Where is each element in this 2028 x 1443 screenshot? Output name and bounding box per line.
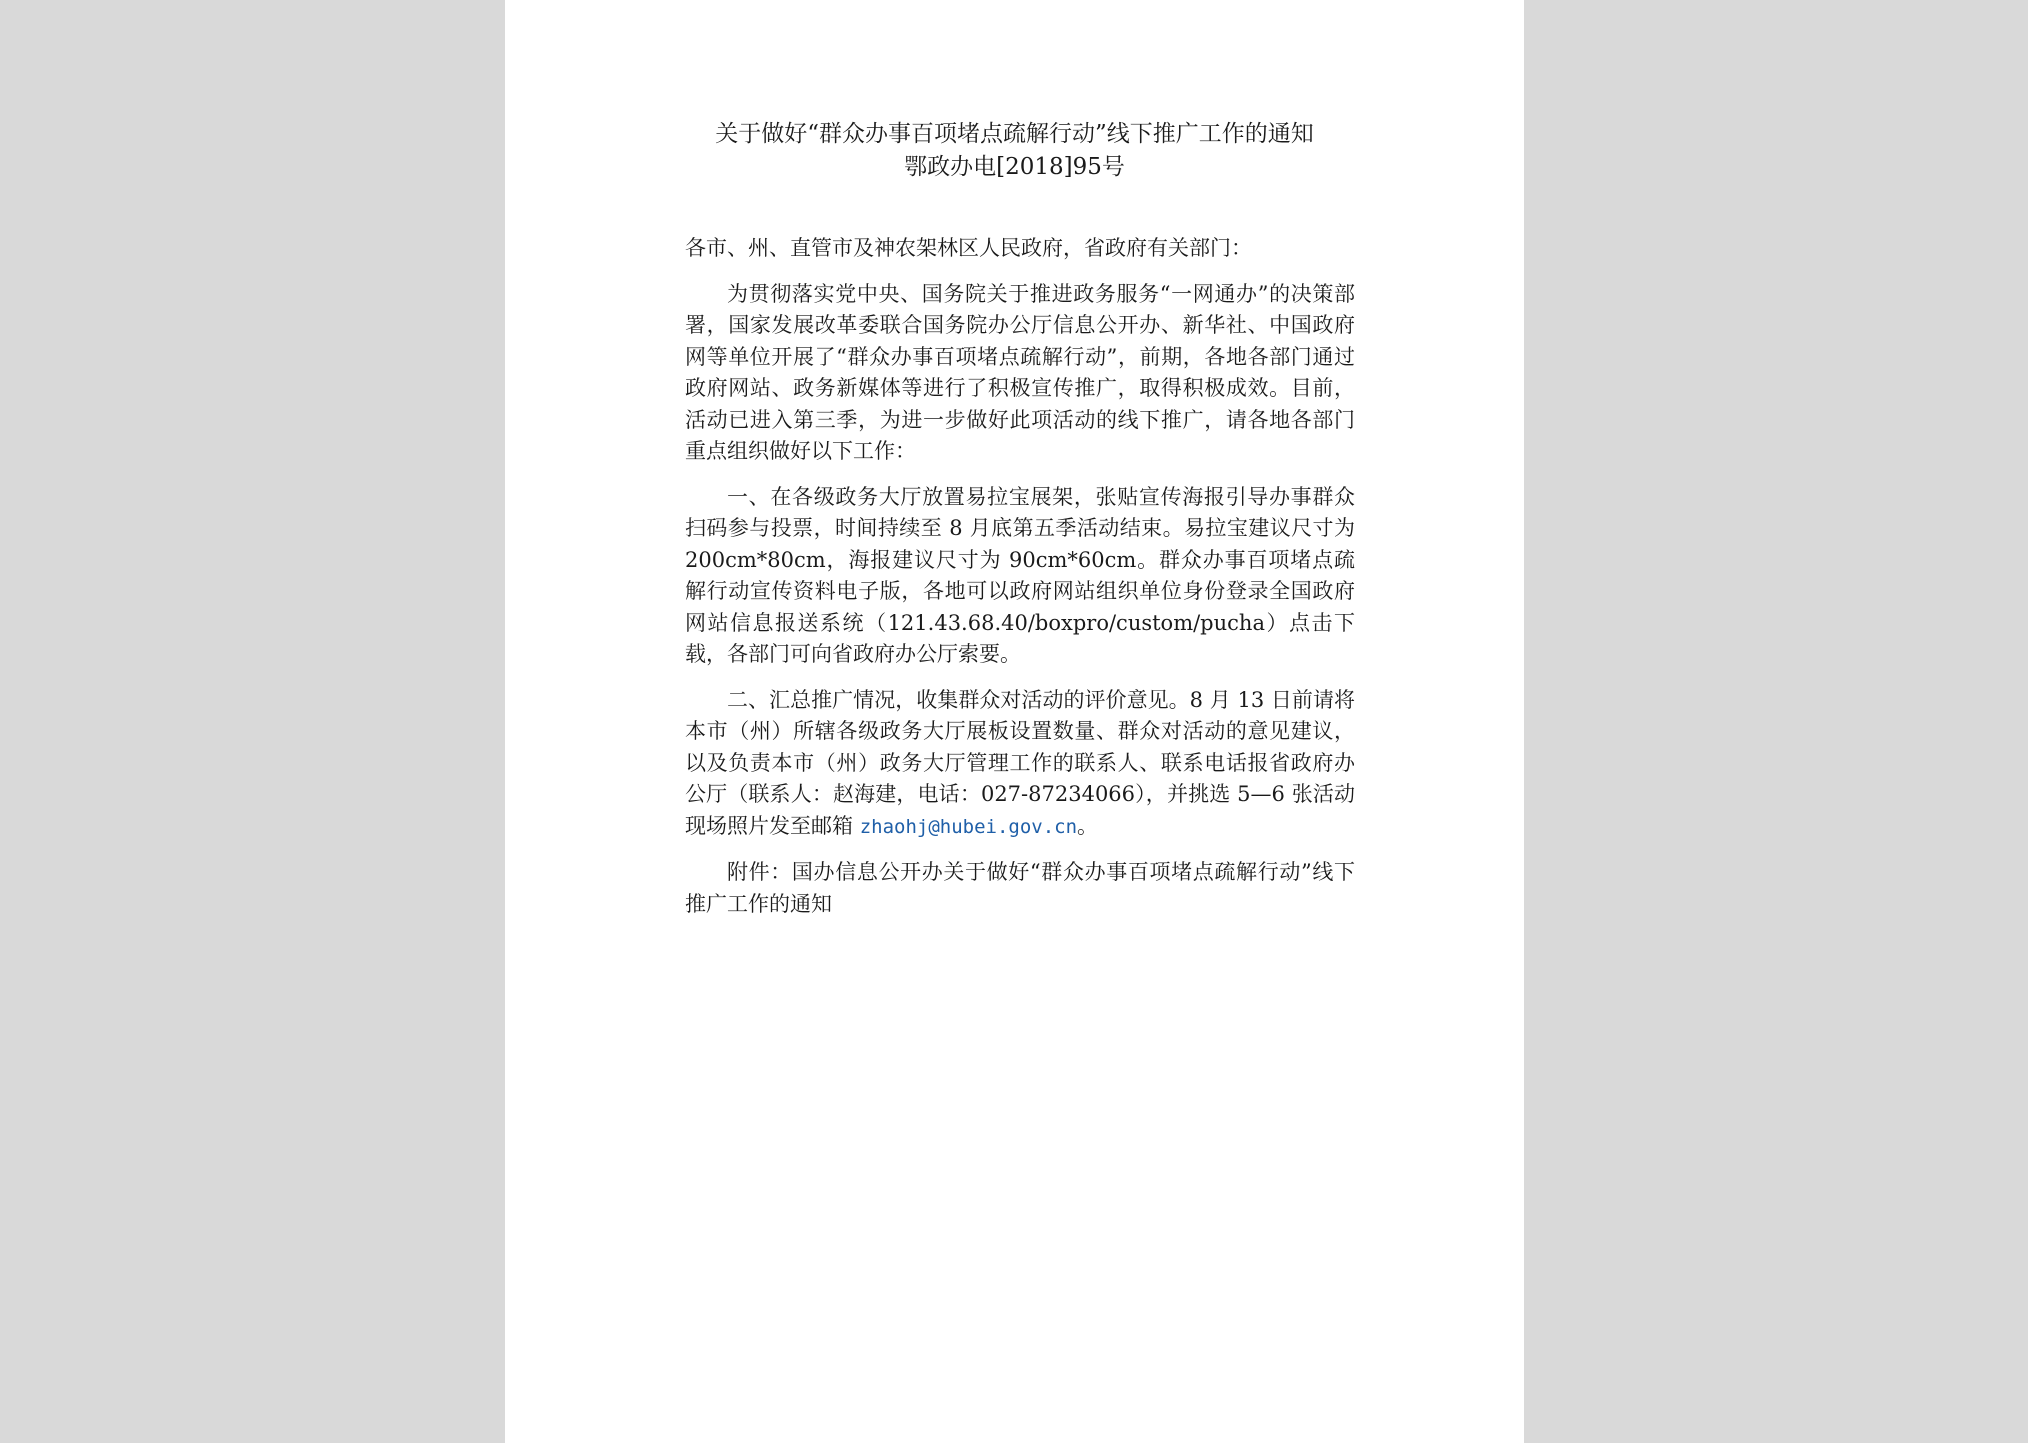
paragraph-item-2-text: 二、汇总推广情况，收集群众对活动的评价意见。8 月 13 日前请将本市（州）所辖各级政务大厅展板设置数量、群众对活动的意见建议，以及负责本市（州）政务大厅管理工作的联系人、联系电话报省政府办公厅（联系人：赵海建，电话：027-87234066），并挑选 5—6 张活动现场照片发至邮箱 [685, 687, 1355, 838]
paragraph-item-2 [685, 685, 1355, 844]
paragraph-item-1: 一、在各级政务大厅放置易拉宝展架，张贴宣传海报引导办事群众扫码参与投票，时间持续至 8 月底第五季活动结束。易拉宝建议尺寸为 200cm*80cm，海报建议尺寸为 90cm*60cm。群众办事百项堵点疏解行动宣传资料电子版，各地可以政府网站组织单位身份登录全国政府网站信息报送系统（121.43.68.40/boxpro/custom/pucha）点击下载，各部门可向省政府办公厅索要。 [685, 484, 1355, 666]
paragraph-item-2-end: 。 [1077, 813, 1099, 838]
document-page [505, 0, 1524, 1443]
paragraph-intro: 为贯彻落实党中央、国务院关于推进政务服务“一网通办”的决策部署，国家发展改革委联合国务院办公厅信息公开办、新华社、中国政府网等单位开展了“群众办事百项堵点疏解行动”，前期，各地各部门通过政府网站、政务新媒体等进行了积极宣传推广，取得积极成效。目前，活动已进入第三季，为进一步做好此项活动的线下推广，请各地各部门重点组织做好以下工作： [685, 281, 1355, 463]
document-header [505, 118, 1524, 184]
salutation: 各市、州、直管市及神农架林区人民政府，省政府有关部门： [685, 236, 1252, 260]
document-body [685, 233, 1355, 934]
email-link[interactable]: zhaohj@hubei.gov.cn [859, 815, 1078, 838]
attachment-note: 附件：国办信息公开办关于做好“群众办事百项堵点疏解行动”线下推广工作的通知 [685, 860, 1355, 916]
document-number: 鄂政办电[2018]95号 [904, 154, 1125, 180]
document-title: 关于做好“群众办事百项堵点疏解行动”线下推广工作的通知 [715, 121, 1314, 147]
